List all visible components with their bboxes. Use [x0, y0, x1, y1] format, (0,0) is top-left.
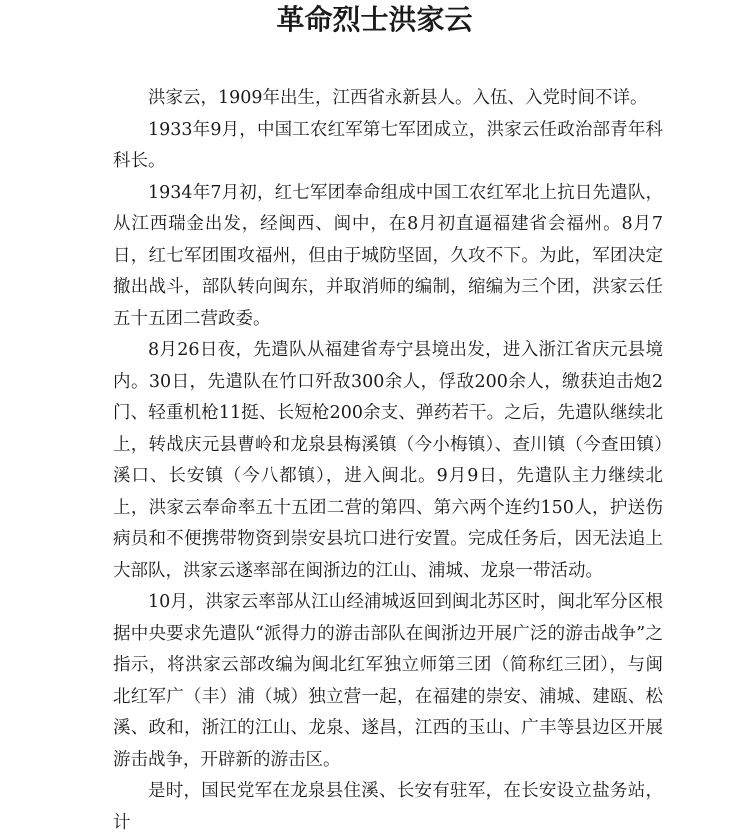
article-body [113, 83, 663, 839]
paragraph: 10月，洪家云率部从江山经浦城返回到闽北苏区时，闽北军分区根据中央要求先遣队“派得力的游击部队在闽浙边开展广泛的游击战争”之指示，将洪家云部改编为闽北红军独立师第三团（简称红三团），与闽北红军广（丰）浦（城）独立营一起，在福建的崇安、浦城、建瓯、松溪、政和，浙江的江山、龙泉、遂昌，江西的玉山、广丰等县边区开展游击战争，开辟新的游击区。 [113, 592, 663, 770]
paragraph: 洪家云，1909年出生，江西省永新县人。入伍、入党时间不详。 [148, 88, 648, 108]
paragraph: 1933年9月，中国工农红军第七军团成立，洪家云任政治部青年科科长。 [113, 119, 663, 171]
paragraph: 1934年7月初，红七军团奉命组成中国工农红军北上抗日先遣队，从江西瑞金出发，经闽西、闽中，在8月初直逼福建省会福州。8月7日，红七军团围攻福州，但由于城防坚固，久攻不下。为此，军团决定撤出战斗，部队转向闽东，并取消师的编制，缩编为三个团，洪家云任五十五团二营政委。 [113, 182, 663, 329]
page-title: 革命烈士洪家云 [276, 3, 473, 36]
paragraph: 是时，国民党军在龙泉县住溪、长安有驻军，在长安设立盐务站，计 [113, 781, 663, 833]
paragraph: 8月26日夜，先遣队从福建省寿宁县境出发，进入浙江省庆元县境内。30日，先遣队在竹口歼敌300余人，俘敌200余人，缴获迫击炮2门、轻重机枪11挺、长短枪200余支、弹药若干。之后，先遣队继续北上，转战庆元县曹岭和龙泉县梅溪镇（今小梅镇）、查川镇（今查田镇）溪口、长安镇（今八都镇），进入闽北。9月9日，先遣队主力继续北上，洪家云奉命率五十五团二营的第四、第六两个连约150人，护送伤病员和不便携带物资到崇安县坑口进行安置。完成任务后，因无法追上大部队，洪家云遂率部在闽浙边的江山、浦城、龙泉一带活动。 [113, 340, 663, 581]
